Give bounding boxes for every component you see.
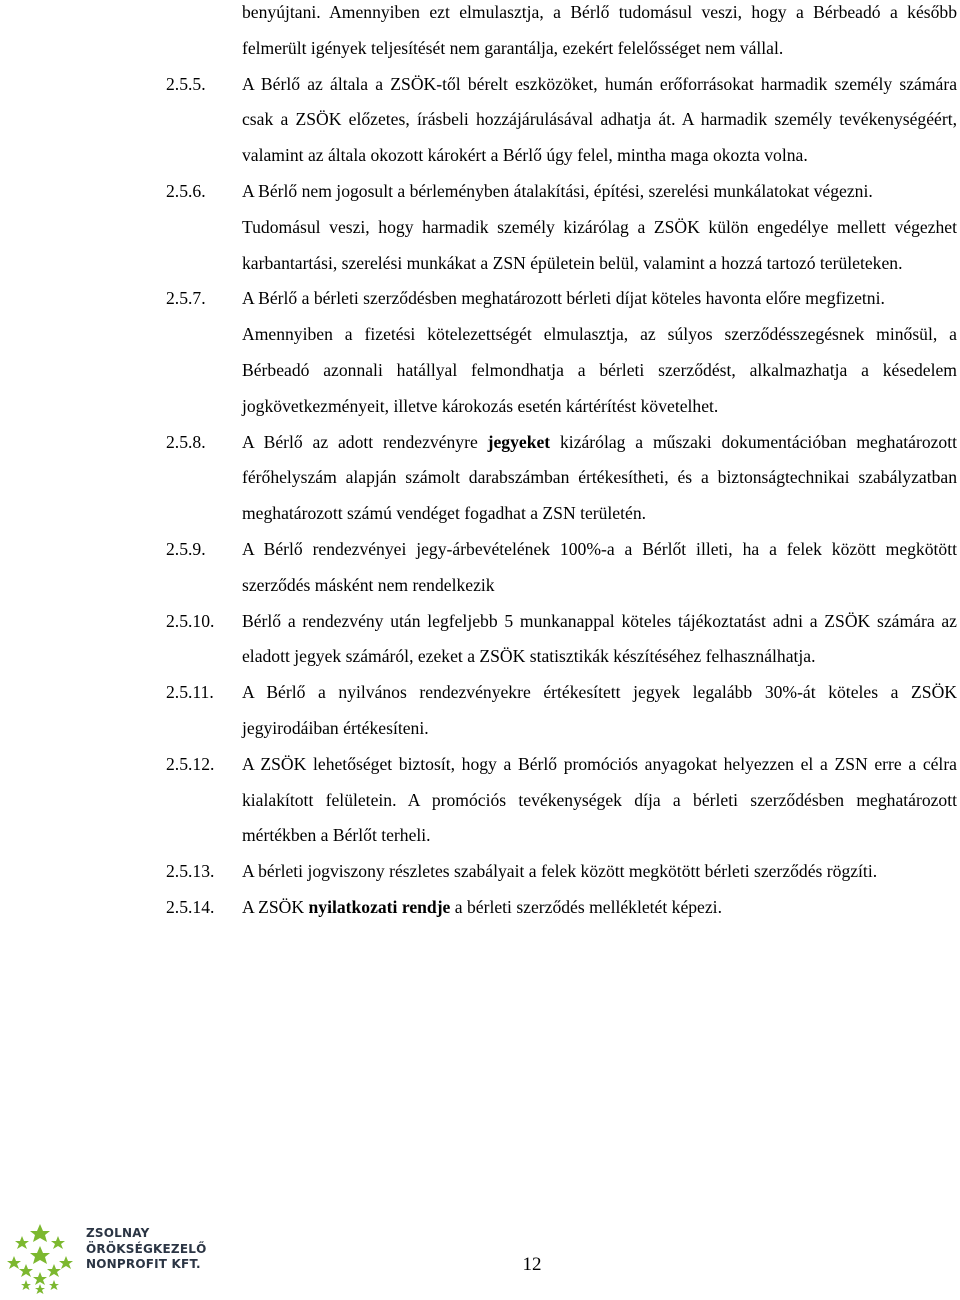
paragraph-text: A Bérlő a nyilvános rendezvényekre értékesített jegyek legalább 30%-át köteles a ZSÖK jegyirodáiban értékesíteni. <box>242 682 957 738</box>
section-number: 2.5.8. <box>166 431 206 452</box>
section-2-5-13 <box>0 854 960 890</box>
section-number: 2.5.5. <box>166 73 206 94</box>
section-number: 2.5.10. <box>166 610 215 631</box>
section-number: 2.5.6. <box>166 180 206 201</box>
paragraph-text: Bérlő a rendezvény után legfeljebb 5 munkanappal köteles tájékoztatást adni a ZSÖK számára az eladott jegyek számáról, ezeket a ZSÖK statisztikák készítéséhez felhasználhatja. <box>242 610 957 667</box>
paragraph-text: A Bérlő nem jogosult a bérleményben átalakítási, építési, szerelési munkálatokat végezni. <box>242 180 873 201</box>
paragraph-text: A Bérlő az adott rendezvényre jegyeket kizárólag a műszaki dokumentációban meghatározott férőhelyszám alapján számolt darabszámban értékesítheti, és a biztonságtechnikai szabályzatban meghatározott számú vendéget fogadhat a ZSN területén. <box>242 431 958 524</box>
paragraph-text: A ZSÖK lehetőséget biztosít, hogy a Bérlő promóciós anyagokat helyezzen el a ZSN erre a célra kialakított felületein. A promóciós tevékenységek díja a bérleti szerződésben meghatározott mértékben a Bérlőt terheli. <box>242 753 957 846</box>
page-number: 12 <box>522 1254 542 1275</box>
section-2-5-8 <box>0 425 960 532</box>
section-number: 2.5.12. <box>166 753 215 774</box>
paragraph-text: benyújtani. Amennyiben ezt elmulasztja, a Bérlő tudomásul veszi, hogy a Bérbeadó a később felmerült igények teljesítését nem garantálja, ezekért felelősséget nem vállal. <box>242 2 957 58</box>
paragraph-text: A ZSÖK nyilatkozati rendje a bérleti szerződés mellékletét képezi. <box>242 896 722 917</box>
section-2-5-7 <box>0 281 960 424</box>
section-2-5-5 <box>0 67 960 174</box>
paragraph-text: Amennyiben a fizetési kötelezettségét elmulasztja, az súlyos szerződésszegésnek minősül, a Bérbeadó azonnali hatállyal felmondhatja a bérleti szerződést, alkalmazhatja a késedelem jogkövetkezményeit, illetve károkozás esetén kártérítést követelhet. <box>242 324 957 416</box>
section-2-5-11 <box>0 675 960 747</box>
paragraph-text: A Bérlő a bérleti szerződésben meghatározott bérleti díjat köteles havonta előre megfizetni. <box>242 288 885 309</box>
section-2-5-14 <box>0 890 960 926</box>
section-number: 2.5.7. <box>166 288 206 309</box>
bold-term: jegyeket <box>487 431 551 452</box>
section-2-5-9 <box>0 532 960 604</box>
section-number: 2.5.14. <box>166 896 215 917</box>
section-2-5-10 <box>0 604 960 676</box>
logo-text: ZSOLNAY ÖRÖKSÉGKEZELŐ NONPROFIT KFT. <box>86 1226 207 1271</box>
section-number: 2.5.11. <box>166 682 214 703</box>
paragraph-text: A Bérlő rendezvényei jegy-árbevételének 100%-a a Bérlőt illeti, ha a felek között megkötött szerződés másként nem rendelkezik <box>242 538 957 595</box>
section-2-5-6 <box>0 174 960 281</box>
paragraph-text: Tudomásul veszi, hogy harmadik személy kizárólag a ZSÖK külön engedélye mellett végezhet karbantartási, szerelési munkákat a ZSN épületein belül, valamint a hozzá tartozó területeken. <box>242 216 957 273</box>
section-number: 2.5.13. <box>166 861 215 882</box>
bold-term: nyilatkozati rendje <box>308 896 451 917</box>
section-2-5-12 <box>0 747 960 854</box>
paragraph-text: A bérleti jogviszony részletes szabályait a felek között megkötött bérleti szerződés rögzíti. <box>242 861 878 882</box>
paragraph-text: A Bérlő az általa a ZSÖK-től bérelt eszközöket, humán erőforrásokat harmadik személy számára csak a ZSÖK előzetes, írásbeli hozzájárulásával adhatja át. A harmadik személy tevékenységéért, valamint az általa okozott károkért a Bérlő úgy felel, mintha maga okozta volna. <box>242 73 957 166</box>
section-number: 2.5.9. <box>166 538 206 559</box>
continued-paragraph <box>0 0 960 67</box>
